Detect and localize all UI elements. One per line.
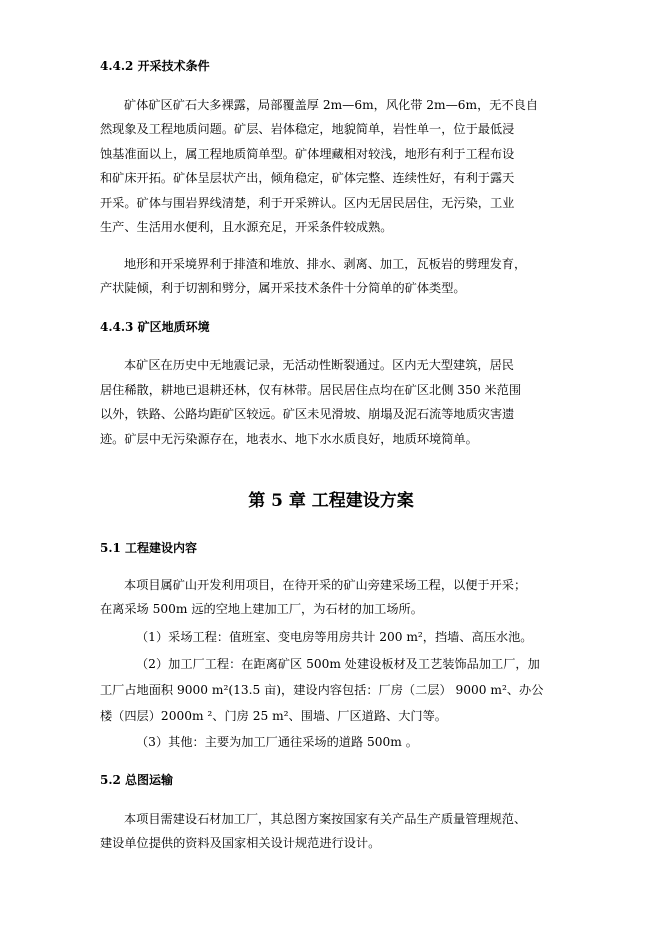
paragraph-line: 本矿区在历史中无地震记录，无活动性断裂通过。区内无大型建筑，居民	[124, 358, 514, 372]
paragraph-line: 迹。矿层中无污染源存在，地表水、地下水水质良好，地质环境简单。	[100, 432, 478, 446]
paragraph-line: 地形和开采境界利于排渣和堆放、排水、剥离、加工，瓦板岩的劈理发育，	[124, 257, 527, 271]
paragraph-line: 和矿床开拓。矿体呈层状产出，倾角稳定，矿体完整、连续性好，有利于露天	[100, 171, 515, 185]
chapter-title: 第 5 章 工程建设方案	[248, 491, 414, 511]
paragraph-line: 生产、生活用水便利，且水源充足，开采条件较成熟。	[100, 220, 393, 234]
paragraph-line: 产状陡倾，利于切割和劈分，属开采技术条件十分简单的矿体类型。	[100, 281, 466, 295]
list-item-continued: 工厂占地面积 9000 m²(13.5 亩)，建设内容包括：厂房（二层） 9000 m²、办公	[100, 683, 544, 697]
section-heading-5-1: 5.1 工程建设内容	[100, 541, 198, 555]
paragraph-line: 本项目需建设石材加工厂，其总图方案按国家有关产品生产质量管理规范、	[124, 812, 527, 826]
section-heading-4-4-2: 4.4.2 开采技术条件	[100, 59, 210, 73]
list-item: （2）加工厂工程：在距离矿区 500m 处建设板材及工艺装饰品加工厂，加	[136, 657, 540, 671]
paragraph-line: 本项目属矿山开发利用项目，在待开采的矿山旁建采场工程，以便于开采；	[124, 578, 527, 592]
list-item: （1）采场工程：值班室、变电房等用房共计 200 m²，挡墙、高压水池。	[136, 630, 533, 644]
section-heading-5-2: 5.2 总图运输	[100, 773, 174, 787]
paragraph-line: 居住稀散，耕地已退耕还林，仅有林带。居民居住点均在矿区北侧 350 米范围	[100, 383, 522, 397]
paragraph-line: 矿体矿区矿石大多裸露，局部覆盖厚 2m—6m，风化带 2m—6m，无不良自	[124, 98, 539, 112]
list-item-continued: 楼（四层）2000m ²、门房 25 m²、围墙、厂区道路、大门等。	[100, 709, 447, 723]
paragraph-line: 开采。矿体与围岩界线清楚，利于开采辨认。区内无居民居住，无污染，工业	[100, 196, 515, 210]
paragraph-line: 在离采场 500m 远的空地上建加工厂，为石材的加工场所。	[100, 602, 423, 616]
list-item: （3）其他：主要为加工厂通往采场的道路 500m 。	[136, 735, 418, 749]
paragraph-line: 建设单位提供的资料及国家相关设计规范进行设计。	[100, 836, 381, 850]
paragraph-line: 然现象及工程地质问题。矿层、岩体稳定，地貌简单，岩性单一，位于最低浸	[100, 122, 515, 136]
paragraph-line: 蚀基准面以上，属工程地质简单型。矿体埋藏相对较浅，地形有利于工程布设	[100, 147, 515, 161]
section-heading-4-4-3: 4.4.3 矿区地质环境	[100, 320, 210, 334]
paragraph-line: 以外，铁路、公路均距矿区较远。矿区未见滑坡、崩塌及泥石流等地质灾害遗	[100, 407, 515, 421]
